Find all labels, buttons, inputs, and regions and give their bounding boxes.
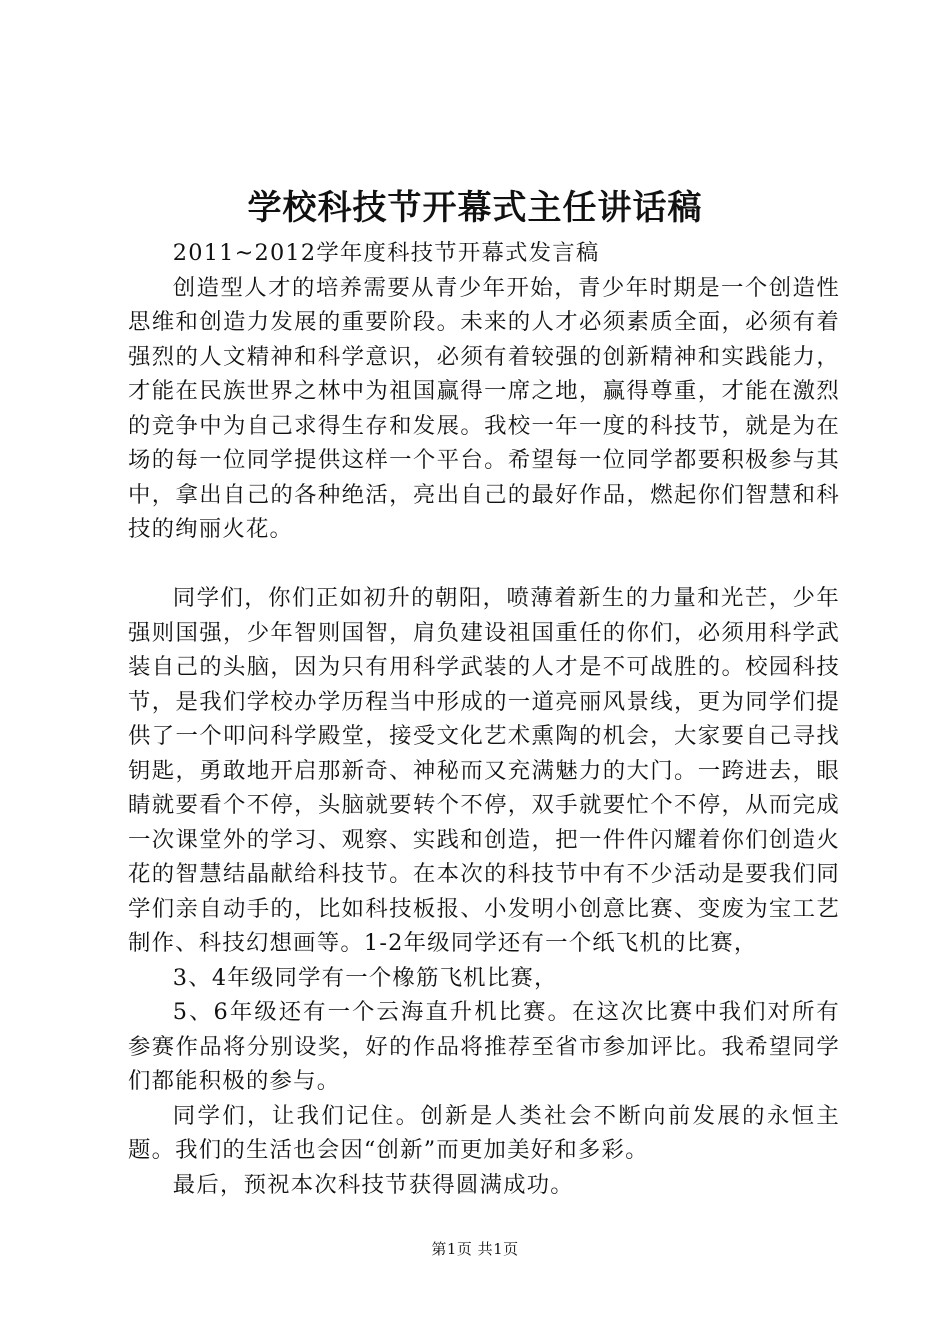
body-paragraph: 最后，预祝本次科技节获得圆满成功。 [172, 1171, 574, 1198]
body-paragraph: 3、4年级同学有一个橡筋飞机比赛， [172, 964, 558, 991]
body-paragraph: 同学们，你们正如初升的朝阳，喷薄着新生的力量和光芒，少年强则国强，少年智则国智，肩负建设祖国重任的你们，必须用科学武装自己的头脑，因为只有用科学武装的人才是不可战胜的。校园科技节，是我们学校办学历程当中形成的一道亮丽风景线，更为同学们提供了一个叩问科学殿堂，接受文化艺术熏陶的机会，大家要自己寻找钥匙，勇敢地开启那新奇、神秘而又充满魅力的大门。一跨进去，眼睛就要看个不停，头脑就要转个不停，双手就要忙个不停，从而完成一次课堂外的学习、观察、实践和创造，把一件件闪耀着你们创造火花的智慧结晶献给科技节。在本次的科技节中有不少活动是要我们同学们亲自动手的，比如科技板报、小发明小创意比赛、变废为宝工艺制作、科技幻想画等。1-2年级同学还有一个纸飞机的比赛， [128, 585, 840, 956]
blank-line [128, 547, 840, 582]
document-body [128, 236, 840, 1202]
subtitle-paragraph: 2011~2012学年度科技节开幕式发言稿 [172, 240, 600, 266]
body-paragraph: 创造型人才的培养需要从青少年开始，青少年时期是一个创造性思维和创造力发展的重要阶段。未来的人才必须素质全面，必须有着强烈的人文精神和科学意识，必须有着较强的创新精神和实践能力，才能在民族世界之林中为祖国赢得一席之地，赢得尊重，才能在激烈的竞争中为自己求得生存和发展。我校一年一度的科技节，就是为在场的每一位同学提供这样一个平台。希望每一位同学都要积极参与其中，拿出自己的各种绝活，亮出自己的最好作品，燃起你们智慧和科技的绚丽火花。 [128, 274, 840, 542]
document-title: 学校科技节开幕式主任讲话稿 [247, 188, 703, 228]
body-paragraph: 5、6年级还有一个云海直升机比赛。在这次比赛中我们对所有参赛作品将分别设奖，好的作品将推荐至省市参加评比。我希望同学们都能积极的参与。 [128, 999, 840, 1094]
page-footer: 第1页 共1页 [431, 1240, 519, 1258]
body-paragraph: 同学们，让我们记住。创新是人类社会不断向前发展的永恒主题。我们的生活也会因“创新”而更加美好和多彩。 [128, 1102, 840, 1163]
